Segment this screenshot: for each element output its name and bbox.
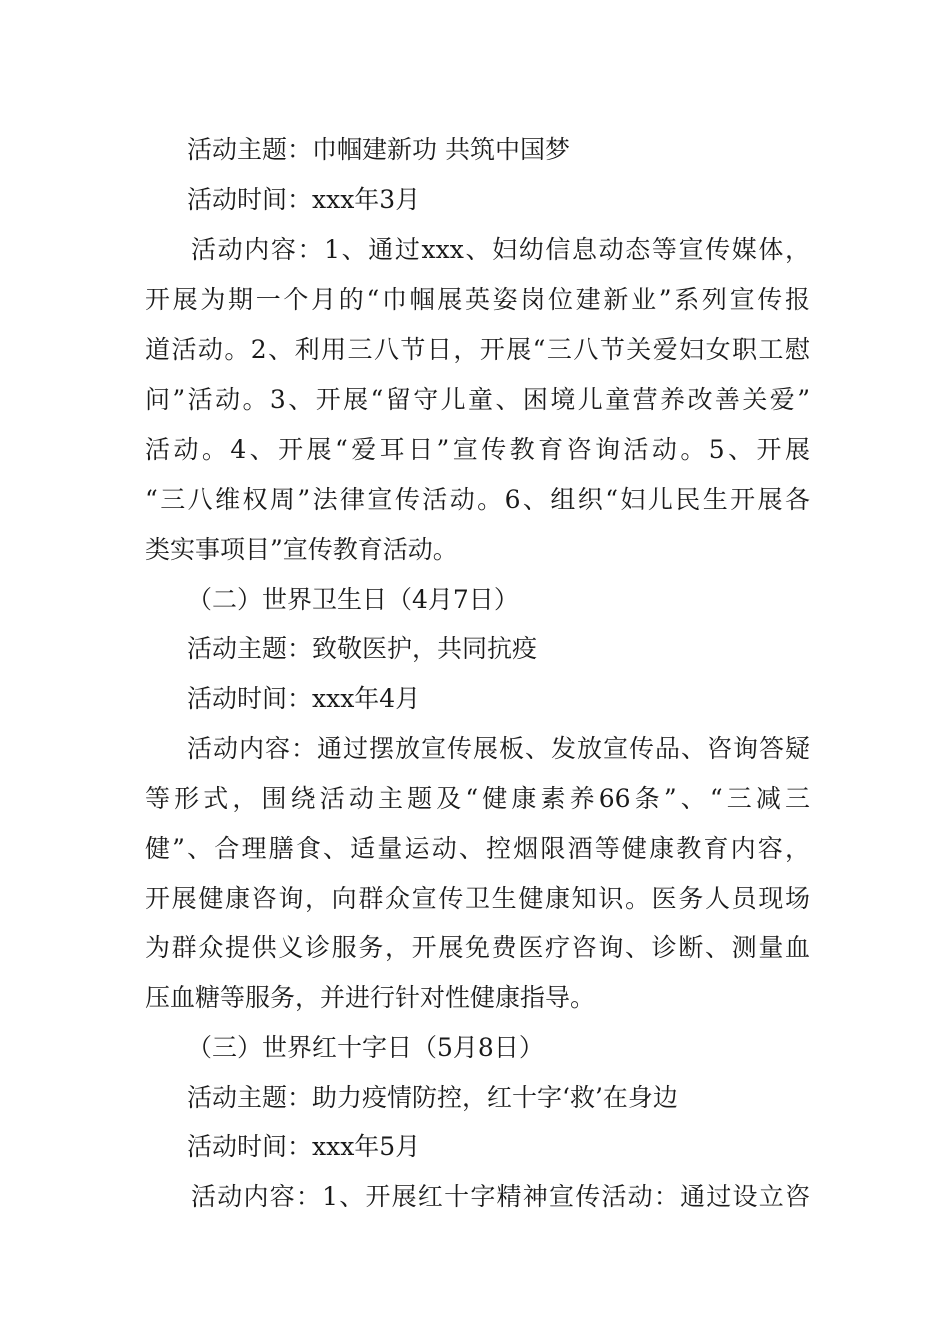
text-line: 活动时间：xxx年5月: [187, 1132, 421, 1161]
text-line: 活动内容：1、通过xxx、妇幼信息动态等宣传媒体，: [191, 235, 810, 264]
text-line: 开展为期一个月的“巾帼展英姿岗位建新业”系列宣传报: [145, 285, 810, 314]
section-heading: （三）世界红十字日（5月8日）: [187, 1033, 544, 1062]
text-line: 活动内容：1、开展红十字精神宣传活动：通过设立咨: [191, 1182, 810, 1211]
section-heading: （二）世界卫生日（4月7日）: [187, 585, 519, 614]
text-line: 活动主题：巾帼建新功 共筑中国梦: [187, 135, 570, 164]
text-line: 活动时间：xxx年4月: [187, 684, 421, 713]
text-line: 道活动。2、利用三八节日，开展“三八节关爱妇女职工慰: [145, 335, 810, 364]
text-line: 活动时间：xxx年3月: [187, 185, 421, 214]
text-line: 为群众提供义诊服务，开展免费医疗咨询、诊断、测量血: [145, 933, 810, 962]
text-line: 活动主题：致敬医护，共同抗疫: [187, 634, 538, 663]
text-line: 活动主题：助力疫情防控，红十字‘救’在身边: [187, 1083, 678, 1112]
text-line: 活动内容：通过摆放宣传展板、发放宣传品、咨询答疑: [187, 734, 810, 763]
text-line: 类实事项目”宣传教育活动。: [145, 535, 458, 564]
text-line: 健”、合理膳食、适量运动、控烟限酒等健康教育内容，: [145, 834, 810, 863]
text-line: 压血糖等服务，并进行针对性健康指导。: [145, 983, 596, 1012]
text-line: 问”活动。3、开展“留守儿童、困境儿童营养改善关爱”: [145, 385, 810, 414]
text-line: 等形式，围绕活动主题及“健康素养66条”、“三减三: [145, 784, 810, 813]
text-line: “三八维权周”法律宣传活动。6、组织“妇儿民生开展各: [145, 485, 810, 514]
text-line: 开展健康咨询，向群众宣传卫生健康知识。医务人员现场: [145, 884, 810, 913]
text-line: 活动。4、开展“爱耳日”宣传教育咨询活动。5、开展: [145, 435, 810, 464]
